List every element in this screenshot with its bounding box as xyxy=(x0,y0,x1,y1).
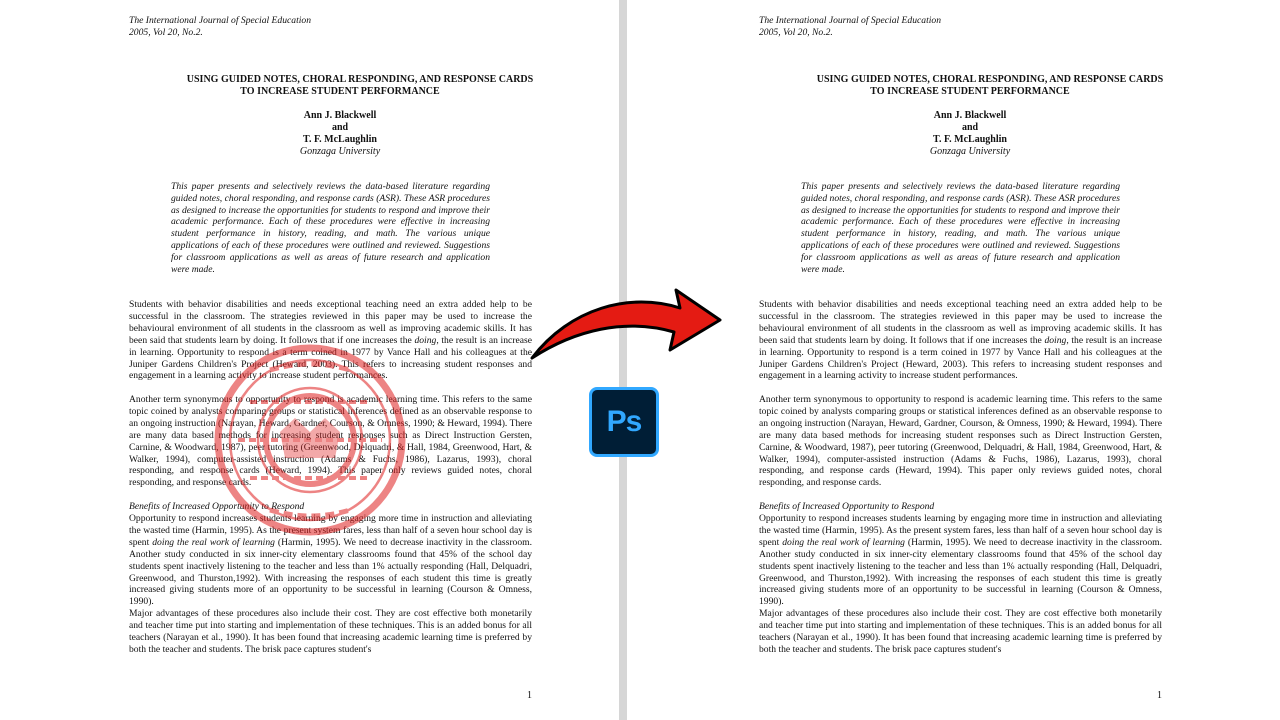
paragraph-benefits-part2: (Harmin, 1995). We need to decrease inactivity in the classroom. Another study conducted in six inner-city elementary classrooms found that 45% of the school day students spent inactively listening to the teacher and less than 1% actually responding (Hall, Delquadri, Greenwood, and Thurston,1992). With increasing the responses of each student this time is greatly increased giving students more of an opportunity to be successful in learning (Courson & Omness, 1990). xyxy=(129,536,533,608)
affiliation: Gonzaga University xyxy=(929,146,1011,157)
author-conjunction: and xyxy=(331,122,349,133)
section-heading: Benefits of Increased Opportunity to Respond xyxy=(759,501,935,512)
author-1: Ann J. Blackwell xyxy=(303,110,377,121)
paragraph-benefits-emphasis: doing the real work of learning xyxy=(782,536,905,548)
abstract: This paper presents and selectively reviews the data-based literature regarding guided notes, choral responding, and response cards (ASR). These ASR procedures as designed to increase the opportunities for students to respond and improve their academic performance. Each of these procedures were effective in increasing student performance in history, reading, and math. The various unique applications of each of these procedures were outlined and reviewed. Suggestions for classroom applications as well as areas of future research and application were made. xyxy=(801,181,1120,275)
curved-arrow-right-icon xyxy=(520,270,730,380)
photoshop-logo-label: Ps xyxy=(606,405,642,438)
paragraph-intro-part1: Students with behavior disabilities and needs exceptional teaching need an extra added help to be successful in the classroom. The strategies reviewed in this paper may be used to increase the behavioural environment of all students in the classroom as well as improving academic skills. It has been said that students learn by doing. It follows that if one increases the xyxy=(129,299,532,346)
affiliation: Gonzaga University xyxy=(299,146,381,157)
paper-title-line2: TO INCREASE STUDENT PERFORMANCE xyxy=(870,86,1070,97)
paragraph-intro-part2: , the result is an increase in learning. Opportunity to respond is a term coined in 1977 by Vance Hall and his colleagues at the Juniper Gardens Children's Project (Heward, 2003). This refers to increasing student responses and engagement in a learning activity to increase student performances. xyxy=(759,334,1162,382)
paragraph-benefits-part2: (Harmin, 1995). We need to decrease inactivity in the classroom. Another study conducted in six inner-city elementary classrooms found that 45% of the school day students spent inactively listening to the teacher and less than 1% actually responding (Hall, Delquadri, Greenwood, and Thurston,1992). With increasing the responses of each student this time is greatly increased giving students more of an opportunity to be successful in learning (Courson & Omness, 1990). xyxy=(759,536,1163,608)
paragraph-intro xyxy=(759,299,1162,382)
paragraph-benefits xyxy=(129,513,532,608)
paragraph-intro-emphasis: doing xyxy=(1044,334,1067,346)
paragraph-benefits-part1: Opportunity to respond increases students learning by engaging more time in instruction and alleviating the wasted time (Harmin, 1995). As the present system fares, less than half of a seven hour school day is spent xyxy=(759,513,1162,548)
page-number: 1 xyxy=(1157,690,1162,701)
author-2: T. F. McLaughlin xyxy=(933,134,1007,145)
paragraph-intro-emphasis: doing xyxy=(414,334,437,346)
paragraph-advantages: Major advantages of these procedures also include their cost. They are cost effective both monetarily and teacher time put into starting and implementation of these techniques. This is an added bonus for all teachers (Narayan et al., 1990). It has been found that increasing academic learning time is preferred by both the teacher and students. The brisk pace captures student's xyxy=(759,608,1162,655)
journal-name: The International Journal of Special Education xyxy=(759,15,941,26)
paragraph-academic-learning-time: Another term synonymous to opportunity to respond is academic learning time. This refers to the same topic coined by analysts comparing groups or statistical inferences defined as an observable response to an ongoing instruction (Narayan, Heward, Gardner, Courson, & Omness, 1990; & Heward, 1994). There are many data based methods for increasing student responses such as Direct Instruction Gersten, Carnine, & Woodward, 1987), peer tutoring (Greenwood, Delquadri, & Hall, 1984, Greenwood, Hart, & Walker, 1994), computer-assisted instruction (Adams & Fuchs, 1986), Lazarus, 1993), choral responding, and response cards (Heward, 1994). This paper only reviews guided notes, choral responding, and response cards. xyxy=(129,394,532,489)
author-1: Ann J. Blackwell xyxy=(933,110,1007,121)
page-number: 1 xyxy=(527,690,532,701)
paper-title-line2: TO INCREASE STUDENT PERFORMANCE xyxy=(240,86,440,97)
paragraph-intro-part1: Students with behavior disabilities and needs exceptional teaching need an extra added help to be successful in the classroom. The strategies reviewed in this paper may be used to increase the behavioural environment of all students in the classroom as well as improving academic skills. It has been said that students learn by doing. It follows that if one increases the xyxy=(759,299,1162,346)
photoshop-logo-icon xyxy=(589,387,659,457)
paragraph-benefits xyxy=(759,513,1162,608)
section-heading: Benefits of Increased Opportunity to Respond xyxy=(129,501,305,512)
paragraph-benefits-emphasis: doing the real work of learning xyxy=(152,536,275,548)
author-conjunction: and xyxy=(961,122,979,133)
paragraph-benefits-part1: Opportunity to respond increases students learning by engaging more time in instruction and alleviating the wasted time (Harmin, 1995). As the present system fares, less than half of a seven hour school day is spent xyxy=(129,513,532,548)
author-2: T. F. McLaughlin xyxy=(303,134,377,145)
paragraph-advantages: Major advantages of these procedures also include their cost. They are cost effective both monetarily and teacher time put into starting and implementation of these techniques. This is an added bonus for all teachers (Narayan et al., 1990). It has been found that increasing academic learning time is preferred by both the teacher and students. The brisk pace captures student's xyxy=(129,608,532,655)
journal-volume: 2005, Vol 20, No.2. xyxy=(759,27,833,38)
paragraph-intro xyxy=(129,299,532,382)
abstract: This paper presents and selectively reviews the data-based literature regarding guided notes, choral responding, and response cards (ASR). These ASR procedures as designed to increase the opportunities for students to respond and improve their academic performance. Each of these procedures were effective in increasing student performance in history, reading, and math. The various unique applications of each of these procedures were outlined and reviewed. Suggestions for classroom applications as well as areas of future research and application were made. xyxy=(171,181,490,275)
paper-title-line1: USING GUIDED NOTES, CHORAL RESPONDING, AND RESPONSE CARDS xyxy=(816,74,1164,85)
journal-name: The International Journal of Special Education xyxy=(129,15,311,26)
paper-title-line1: USING GUIDED NOTES, CHORAL RESPONDING, AND RESPONSE CARDS xyxy=(186,74,534,85)
journal-volume: 2005, Vol 20, No.2. xyxy=(129,27,203,38)
paragraph-academic-learning-time: Another term synonymous to opportunity to respond is academic learning time. This refers to the same topic coined by analysts comparing groups or statistical inferences defined as an observable response to an ongoing instruction (Narayan, Heward, Gardner, Courson, & Omness, 1990; & Heward, 1994). There are many data based methods for increasing student responses such as Direct Instruction Gersten, Carnine, & Woodward, 1987), peer tutoring (Greenwood, Delquadri, & Hall, 1984, Greenwood, Hart, & Walker, 1994), computer-assisted instruction (Adams & Fuchs, 1986), Lazarus, 1993), choral responding, and response cards (Heward, 1994). This paper only reviews guided notes, choral responding, and response cards. xyxy=(759,394,1162,489)
paragraph-intro-part2: , the result is an increase in learning. Opportunity to respond is a term coined in 1977 by Vance Hall and his colleagues at the Juniper Gardens Children's Project (Heward, 2003). This refers to increasing student responses and engagement in a learning activity to increase student performances. xyxy=(129,334,532,382)
